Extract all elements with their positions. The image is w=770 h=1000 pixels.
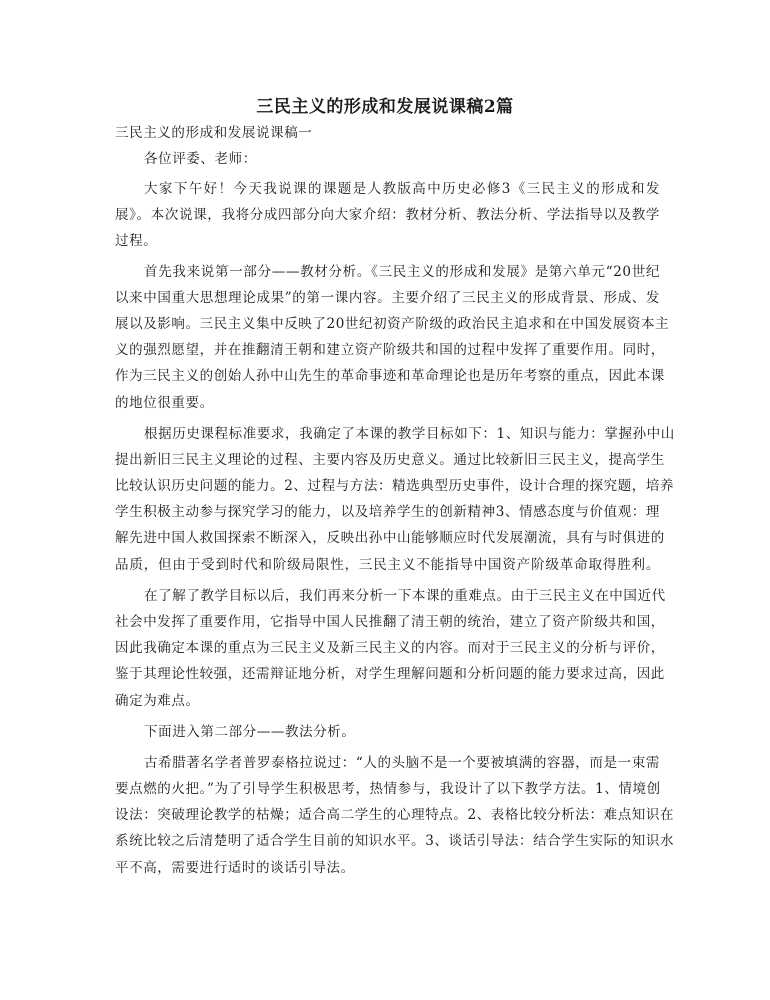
paragraph-line: 鉴于其理论性较强，还需辩证地分析，对学生理解问题和分析问题的能力要求过高，因此: [115, 666, 665, 682]
paragraph-line: 社会中发挥了重要作用，它指导中国人民推翻了清王朝的统治，建立了资产阶级共和国，: [115, 614, 665, 630]
paragraph-line: 展以及影响。三民主义集中反映了20世纪初资产阶级的政治民主追求和在中国发展资本主: [115, 316, 670, 332]
paragraph-line: 要点燃的火把。”为了引导学生积极思考，热情参与，我设计了以下教学方法。1、情境创: [115, 781, 661, 797]
paragraph-line: 在了解了教学目标以后，我们再来分析一下本课的重难点。由于三民主义在中国近代: [144, 588, 666, 604]
paragraph-line: 的地位很重要。: [115, 395, 214, 411]
paragraph-line: 比较认识历史问题的能力。2、过程与方法：精选典型历史事件，设计合理的探究题，培养: [115, 478, 675, 494]
paragraph-line: 平不高，需要进行适时的谈话引导法。: [115, 860, 355, 876]
paragraph-line: 提出新旧三民主义理论的过程、主要内容及历史意义。通过比较新旧三民主义，提高学生: [115, 452, 665, 468]
paragraph-line: 大家下午好！今天我说课的课题是人教版高中历史必修3《三民主义的形成和发: [144, 181, 660, 197]
paragraph-line: 系统比较之后清楚明了适合学生目前的知识水平。3、谈话引导法：结合学生实际的知识水: [115, 833, 675, 849]
paragraph-line: 根据历史课程标准要求，我确定了本课的教学目标如下：1、知识与能力：掌握孙中山: [144, 426, 675, 442]
paragraph-line: 学生积极主动参与探究学习的能力，以及培养学生的创新精神3、情感态度与价值观：理: [115, 504, 660, 520]
greeting: 各位评委、老师：: [144, 151, 257, 167]
paragraph-line: 作为三民主义的创始人孙中山先生的革命事迹和革命理论也是历年考察的重点，因此本课: [115, 368, 665, 384]
document-title: 三民主义的形成和发展说课稿2篇: [256, 97, 514, 117]
paragraph-line: 展》。本次说课，我将分成四部分向大家介绍：教材分析、教法分析、学法指导以及教学: [115, 207, 660, 223]
subtitle: 三民主义的形成和发展说课稿一: [115, 125, 313, 141]
paragraph-line: 因此我确定本课的重点为三民主义及新三民主义的内容。而对于三民主义的分析与评价，: [115, 640, 665, 656]
paragraph-line: 义的强烈愿望，并在推翻清王朝和建立资产阶级共和国的过程中发挥了重要作用。同时，: [115, 342, 665, 358]
paragraph-line: 过程。: [115, 233, 158, 249]
paragraph-line: 解先进中国人救国探索不断深入，反映出孙中山能够顺应时代发展潮流，具有与时俱进的: [115, 530, 665, 546]
paragraph-line: 古希腊著名学者普罗泰格拉说过：“人的头脑不是一个要被填满的容器，而是一束需: [144, 755, 660, 771]
paragraph-line: 设法：突破理论教学的枯燥；适合高二学生的心理特点。2、表格比较分析法：难点知识在: [115, 807, 675, 823]
paragraph-line: 下面进入第二部分——教法分析。: [144, 724, 356, 740]
paragraph-line: 首先我来说第一部分——教材分析。《三民主义的形成和发展》是第六单元“20世纪: [144, 264, 660, 280]
paragraph-line: 以来中国重大思想理论成果”的第一课内容。主要介绍了三民主义的形成背景、形成、发: [115, 290, 660, 306]
paragraph-line: 品质，但由于受到时代和阶级局限性，三民主义不能指导中国资产阶级革命取得胜利。: [115, 557, 660, 573]
paragraph-line: 确定为难点。: [115, 693, 200, 709]
